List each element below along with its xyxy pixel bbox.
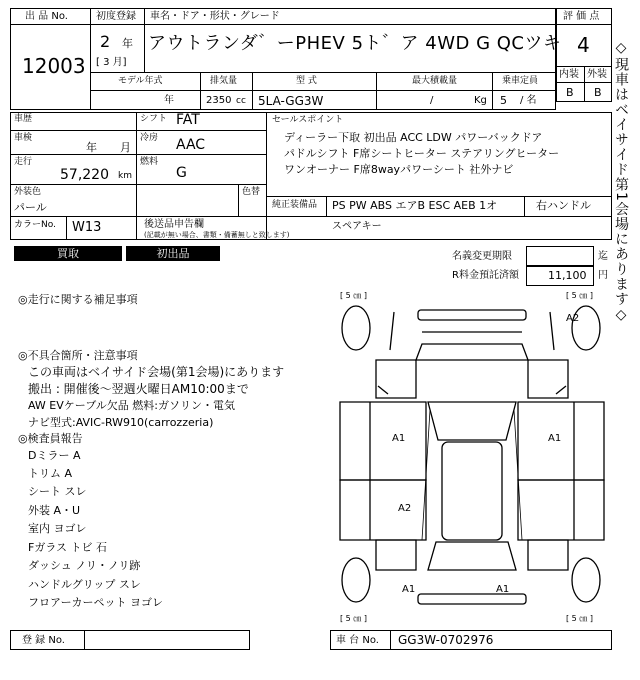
damage-mark-right-a1: A1 xyxy=(548,433,562,444)
defect-line: この車両はベイサイド会場(第1会場)にあります xyxy=(28,365,285,379)
model-year-unit: 年 xyxy=(164,95,174,106)
rear-bumper xyxy=(418,594,526,604)
first-reg-year-unit: 年 xyxy=(122,37,133,50)
vehicle-label: 車名・ドア・形状・グレード xyxy=(150,11,280,22)
first-reg-year: 2 xyxy=(100,32,111,51)
supplement-heading: ◎走行に関する補足事項 xyxy=(18,293,138,306)
max-load-label: 最大積載量 xyxy=(412,76,458,86)
equipment-label: 純正装備品 xyxy=(272,200,318,210)
front-fender-right xyxy=(528,360,568,398)
max-load-sep: / xyxy=(430,95,434,106)
inspector-line: Fガラス トビ 石 xyxy=(28,541,107,554)
wheel-front-left xyxy=(342,306,370,350)
type-label: 型 式 xyxy=(296,76,317,86)
fuel-value: G xyxy=(176,165,187,181)
sales-point-line-3: ワンオーナー F席8wayパワーシート 社外ナビ xyxy=(284,163,514,176)
right-rear-door xyxy=(518,480,604,540)
damage-mark-left-a2: A2 xyxy=(398,503,412,514)
inspector-line: シート スレ xyxy=(28,485,87,498)
hood xyxy=(416,344,528,360)
interior-label: 内装 xyxy=(559,69,579,80)
rear-window xyxy=(428,542,516,570)
sales-point-line-2: パドルシフト F席シートヒーター ステアリングヒーター xyxy=(284,147,560,160)
inspector-line: ハンドルグリップ スレ xyxy=(28,578,141,591)
side-notice: ◇現車はベイサイド第1会場にあります◇ xyxy=(613,40,629,324)
defects-heading: ◎不具合箇所・注意事項 xyxy=(18,349,138,362)
ext-color-value: パール xyxy=(14,201,47,214)
inspection-month-unit: 月 xyxy=(120,141,131,154)
reg-no-label: 登 録 No. xyxy=(22,635,65,646)
capacity-value: 5 xyxy=(500,94,507,107)
windshield xyxy=(428,402,516,440)
chassis-number: GG3W-0702976 xyxy=(398,633,494,647)
ac-value: AAC xyxy=(176,137,206,153)
defect-line: ナビ型式:AVIC-RW910(carrozzeria) xyxy=(28,416,214,429)
recycle-amount: 11,100 xyxy=(548,269,587,282)
name-change-suffix: 迄 xyxy=(598,251,608,262)
first-reg-month: [ 3 月] xyxy=(96,57,127,68)
model-year-label: モデル年式 xyxy=(118,76,163,86)
corner-label-tr: [ 5 ㎝ ] xyxy=(566,291,593,300)
shift-label: シフト xyxy=(140,114,168,124)
score-value: 4 xyxy=(577,33,590,57)
inspector-line: ダッシュ ノリ・ノリ跡 xyxy=(28,559,141,572)
exterior-grade: B xyxy=(594,86,602,99)
mileage-unit: km xyxy=(118,171,132,181)
corner-label-bl: [ 5 ㎝ ] xyxy=(340,614,367,623)
lot-number: 12003 xyxy=(22,54,86,78)
front-bumper xyxy=(418,310,526,320)
aftermarket-note: (記載が無い場合、書類・備蓄無しと致します) xyxy=(144,231,290,239)
capacity-unit: / 名 xyxy=(520,95,537,106)
corner-label-br: [ 5 ㎝ ] xyxy=(566,614,593,623)
lot-no-label: 出 品 No. xyxy=(25,11,68,22)
displacement-unit: cc xyxy=(236,96,246,106)
score-label: 評 価 点 xyxy=(563,11,600,22)
sales-point-label: セールスポイント xyxy=(272,115,344,125)
type-value: 5LA-GG3W xyxy=(258,94,324,108)
consign-button[interactable]: 初出品 xyxy=(126,246,220,261)
color-no-value: W13 xyxy=(72,220,102,235)
inspector-line: トリム A xyxy=(28,467,73,480)
first-reg-label: 初度登録 xyxy=(96,11,136,22)
mileage-value: 57,220 xyxy=(60,167,109,183)
shift-value: FAT xyxy=(176,112,200,128)
aftermarket-label: 後送品申告欄 xyxy=(144,219,204,230)
exterior-label: 外装 xyxy=(587,69,607,80)
sales-point-line-1: ディーラー下取 初出品 ACC LDW パワーバックドア xyxy=(284,131,543,144)
extra-equipment: スペアキー xyxy=(332,221,382,232)
chassis-label: 車 台 No. xyxy=(336,635,379,646)
vehicle-name: アウトランダ゛ーPHEV 5ト゛ア 4WD G QCツキ xyxy=(148,33,562,54)
left-rear-door xyxy=(340,480,426,540)
ext-color-label: 外装色 xyxy=(14,187,42,197)
max-load-unit: Kg xyxy=(474,95,487,106)
buy-button[interactable]: 買取 xyxy=(14,246,122,261)
handle-value: 右ハンドル xyxy=(536,199,591,212)
wheel-rear-right xyxy=(572,558,600,602)
wheel-rear-left xyxy=(342,558,370,602)
corner-label-tl: [ 5 ㎝ ] xyxy=(340,291,367,300)
inspector-line: Dミラー A xyxy=(28,449,81,462)
damage-mark-bottom-right-a1: A1 xyxy=(496,584,510,595)
recycle-unit: 円 xyxy=(598,270,608,281)
defect-line: 搬出 : 開催後～翌週火曜日AM10:00まで xyxy=(28,382,249,396)
inspector-line: フロアーカーペット ヨゴレ xyxy=(28,596,163,609)
interior-grade: B xyxy=(566,86,574,99)
defect-line: AW EVケーブル欠品 燃料:ガソリン・電気 xyxy=(28,399,235,412)
color-no-label: カラーNo. xyxy=(14,220,56,230)
inspection-label: 車検 xyxy=(14,133,33,143)
inspection-year-unit: 年 xyxy=(86,141,97,154)
damage-mark-left-a1: A1 xyxy=(392,433,406,444)
ac-label: 冷房 xyxy=(140,133,159,143)
color-change-label: 色替 xyxy=(242,187,261,197)
mirror-right xyxy=(556,386,566,394)
displacement-value: 2350 xyxy=(206,95,232,106)
mirror-left xyxy=(378,386,388,394)
equipment-value: PS PW ABS エアB ESC AEB 1オ xyxy=(332,199,498,212)
front-fender-left xyxy=(376,360,416,398)
rear-fender-left xyxy=(376,540,416,570)
name-change-label: 名義変更期限 xyxy=(452,251,512,262)
roof xyxy=(442,442,502,540)
fuel-label: 燃料 xyxy=(140,157,159,167)
inspector-heading: ◎検査員報告 xyxy=(18,432,83,445)
inspector-line: 室内 ヨゴレ xyxy=(28,522,87,535)
capacity-label: 乗車定員 xyxy=(502,76,539,86)
inspector-line: 外装 A・U xyxy=(28,504,81,517)
recycle-label: R料金預託済額 xyxy=(452,270,519,281)
left-front-door xyxy=(340,402,426,480)
history-label: 車歴 xyxy=(14,114,33,124)
name-change-box xyxy=(526,246,594,266)
damage-mark-top-a2: A2 xyxy=(566,313,580,324)
mileage-label: 走行 xyxy=(14,157,33,167)
car-diagram xyxy=(330,290,614,626)
displacement-label: 排気量 xyxy=(210,76,238,86)
damage-mark-bottom-left-a1: A1 xyxy=(402,584,416,595)
rear-fender-right xyxy=(528,540,568,570)
